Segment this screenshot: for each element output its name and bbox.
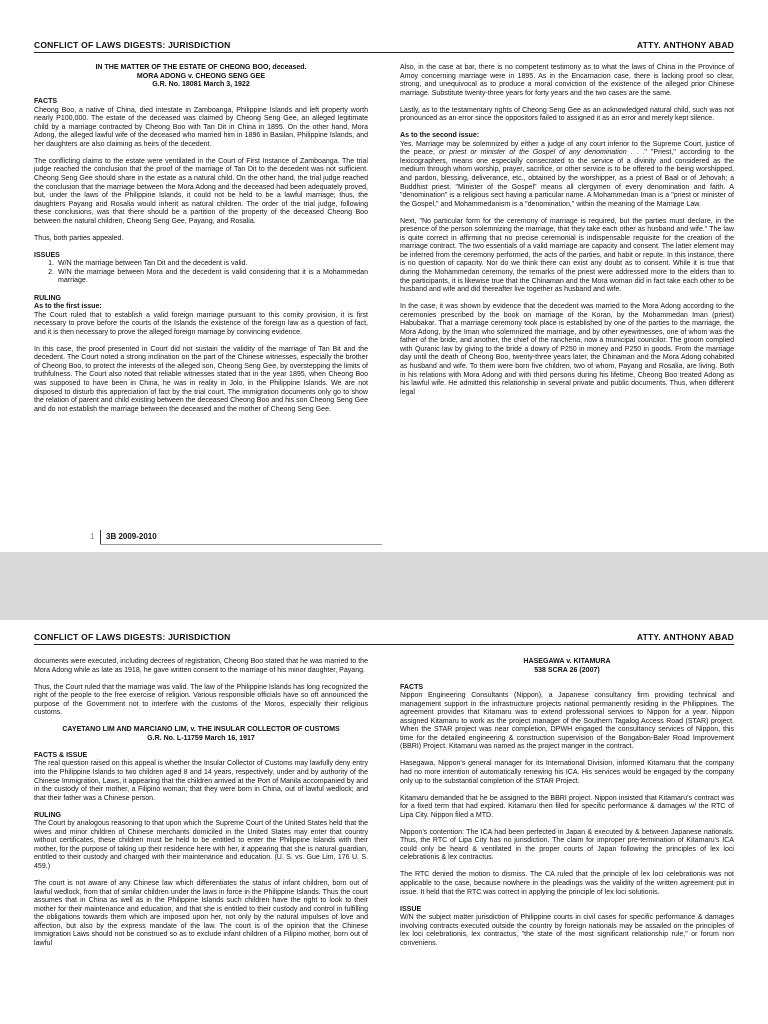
- body-paragraph: W/N the subject matter jurisdiction of Philippine courts in civil cases for specific performance & damages involving contracts executed outside the country by foreign nationals may be assailed on the principles of lex loci celebrationis, lex contractus, "the state of the most significant relationship rule," or forum non conveniens.: [400, 914, 734, 947]
- footer-divider: [100, 530, 101, 544]
- left-column: [34, 64, 368, 423]
- body-paragraph: Thus, the Court ruled that the marriage was valid. The law of the Philippine Islands has long recognized the right of the people to the free exercise of religion. Various responsible officials have so oft announced the purpose of the Government not to interfere with the customs of the Moros, especially their religious customs.: [34, 683, 369, 717]
- header-author: ATTY. ANTHONY ABAD: [636, 632, 734, 642]
- body-paragraph: Nippon Engineering Consultants (Nippon), a Japanese consultancy firm providing technical and management support in the infrastructure projects national permanently residing in the Philippines. The agreement provides that Kitamaru was to extend professional services to Nippon for a year. Nippon assigned Kitamaru to work as the project manager of the Southern Tagalog Access Road (STAR) project. When the STAR project was near completion, DPWH engaged the consultancy services of Nippon, this time for the detailed engineering & construction supervision of the Bongabon-Baler Road Improvement (BBRI) Project. Kitamaru was named as the project manger in the contract.: [400, 692, 734, 751]
- facts-heading: FACTS: [34, 98, 58, 106]
- footer-rule: [100, 544, 382, 545]
- body-paragraph: Yes. Marriage may be solemnized by either a judge of any court inferior to the Supreme Court, justice of the peace, or priest or minister of the Gospel of any denomination . . ." "Priest," according to the lexicographers, means one especially consecrated to the service of a divinity and considered as the medium through whom worship, prayer, sacrifice, or other service is to be offered to the being worshipped, and pardon, blessing, deliverance, etc., obtained by the worshipper, as a priest of Baal or of Jehovah; a Buddhist priest. "Minister of the Gospel" means all clergymen of every denomination and faith. A "denomination" is a religious sect having a particular name. A Mohammedan Iman is a "priest or minister of the Gospel," and Mohammedanism is a "denomination," within the meaning of the Marriage Law.: [400, 140, 734, 208]
- issue-heading: ISSUE: [400, 905, 422, 913]
- page-number: 1: [90, 532, 95, 541]
- page-header: [34, 630, 734, 645]
- right-column: [400, 658, 734, 948]
- facts-paragraph: The conflicting claims to the estate were ventilated in the Court of First Instance of Zamboanga. The trial judge reached the conclusion that the proof of the marriage of Tan Dit to the decedent was not sufficient. Cheong Seng Gee should share in the estate as a natural child. On the other hand, the trial judge reached the conclusion that the marriage between the Mora Adong and the deceased had been adequately proved, but, under the laws of the Philippine Islands, it could not be held to be a lawful marriage; thus, the daughters Payang and Rosalia would inherit as natural children. The order of the trial judge, following these conclusions, was that there should be a partition of the property of the deceased Cheong Boo between the natural children, Cheong Seng Gee, Payang, and Rosalia.: [34, 157, 368, 225]
- page-footer: [86, 530, 386, 544]
- issues-heading: ISSUES: [34, 251, 60, 259]
- case-title: CAYETANO LIM AND MARCIANO LIM, v. THE INSULAR COLLECTOR OF CUSTOMS G.R. No. L-11759 March 16, 1917: [62, 726, 340, 742]
- case-title: IN THE MATTER OF THE ESTATE OF CHEONG BOO, deceased. MORA ADONG v. CHEONG SENG GEE G.R. No. 18081 March 3, 1922: [95, 64, 307, 89]
- body-paragraph: Next, "No particular form for the ceremony of marriage is required, but the parties must declare, in the presence of the person solemnizing the marriage, that they take each other as husband and wife." The law is quite correct in affirming that no precise ceremonial is indispensable requisite for the creation of the marriage contract. The two essentials of a valid marriage are capacity and consent. The latter element may be inferred from the ceremony performed, the acts of the parties, and habit or repute. In this instance, there is no question of capacity. Nor do we think there can exist any doubt as to consent. While it is true that during the Mohammedan ceremony, the remarks of the priest were addressed more to the elders than to the participants, it is likewise true that the Chinaman and the Mora woman did in fact take each other to be husband and wife and did thereafter live together as husband and wife.: [400, 217, 734, 294]
- first-issue-heading: As to the first issue:: [34, 303, 102, 311]
- body-paragraph: documents were executed, including decrees of registration, Cheong Boo stated that he was married to the Mora Adong while as late as 1918, he gave written consent to the marriage of his minor daughter, Payang.: [34, 658, 368, 674]
- body-paragraph: The real question raised on this appeal is whether the Insular Collector of Customs may lawfully deny entry into the Philippine Islands to two children aged 8 and 14 years, respectively, under and by authority of the Chinese Immigration, Laws, it appearing that the children arrived at the Port of Manila accompanied by and in the custody of their mother, a Filipino woman; that they were born in China, out of lawful wedlock; and that their father was a Chinese person.: [34, 760, 368, 802]
- case-title: HASEGAWA v. KITAMURA 538 SCRA 26 (2007): [523, 658, 611, 674]
- ruling-paragraph: The Court ruled that to establish a valid foreign marriage pursuant to this comity provision, it is first necessary to prove before the courts of the Islands the existence of the foreign law as a question of fact, and it is then necessary to prove the alleged foreign marriage by convincing evidence.: [34, 311, 368, 336]
- body-paragraph: The Court by analogous reasoning to that upon which the Supreme Court of the United States held that the wives and minor children of Chinese merchants domiciled in the United States may enter that country without certificates, these children must be held to be entitled to enter the Philippine Islands with their mother, for the purpose of taking up their residence here with her, it appearing that she is natural guardian, entitled to their custody and charged with their maintenance and education. (U. S. vs. Gue Lim, 176 U. S. 459.): [34, 820, 368, 870]
- facts-paragraph: Thus, both parties appealed.: [34, 234, 124, 242]
- body-paragraph: The court is not aware of any Chinese law which differentiates the status of infant children, born out of lawful wedlock, from that of similar children under the laws in force in the Philippine Islands. Thus the court assumes that in China as well as in the Philippine Islands such children have the right to look to their mother for their maintenance and education, and that she is entitled to their custody and control in fulfilling the obligations towards them which are imposed upon her, not only by the natural impulses of love and affection, but also by the express mandate of the law. The court is of the opinion that the Chinese Immigration Laws should not be construed so as to exclude infant children of a Filipino mother, born out of lawful: [34, 879, 368, 947]
- body-paragraph: Lastly, as to the testamentary rights of Cheong Seng Gee as an acknowledged natural child, such was not pronounced as an error since the oppositors failed to assigned it as an error and merely kept silence.: [400, 106, 734, 123]
- document-page-2: [0, 620, 768, 1024]
- header-course-title: CONFLICT OF LAWS DIGESTS: JURISDICTION: [34, 40, 231, 50]
- body-paragraph: Hasegawa, Nippon's general manager for its International Division, informed Kitamaru that the company had no more intention of automatically renewing his ICA. His services would be engaged by the company only up to the substantial completion of the STAR Project.: [400, 760, 734, 785]
- left-column: [34, 658, 368, 948]
- body-paragraph: In the case, it was shown by evidence that the decedent was married to the Mora Adong according to the ceremonies prescribed by the book on marriage of the Koran, by the Mohammedan Iman (priest) Habubakar. That a marriage ceremony took place is established by one of the parties to the marriage, the Mora Adong, by the Iman who solemnized the marriage, and by other eyewitnesses, one of whom was the father of the bride, and another, the chief of the rancheria, now a municipal councilor. The groom complied with Quranic law by giving to the bride a dowry of P250 in money and P250 in goods. From the marriage day until the death of Cheong Boo, twenty-three years later, the Chinaman and the Mora Adong cohabited as husband and wife. To them were born five children, two of whom, Payang and Rosalia, are living. Both in his relations with Mora Adong and with third persons during his lifetime, Cheong Boo treated Adong as his lawful wife. He admitted this relationship in several private and public documents. Thus, when different legal: [400, 303, 734, 396]
- ruling-heading: RULING: [34, 294, 62, 302]
- footer-label: 3B 2009-2010: [106, 532, 157, 541]
- ruling-paragraph: In this case, the proof presented in Court did not sustain the validity of the marriage of Tan Bit and the decedent. The Court noted a strong inclination on the part of the Chinese witnesses, especially the brother of Cheong Boo, to protect the interests of the alleged son, Cheong Seng Gee, by overstepping the limits of truthfulness. The Court also noted that reliable witnesses stated that in the year 1895, when Cheong Boo was supposed to have been in China, he was in reality in Jolo, in the Philippine Islands. We are not disposed to disturb this appreciation of fact by the trial court. The immigration documents only go to show the relation of parent and child existing between the deceased Cheong Boo and his son Cheong Seng Gee and do not establish the marriage between the deceased and the mother of Cheong Seng Gee.: [34, 345, 368, 413]
- page-header: [34, 38, 734, 53]
- right-column: [400, 64, 734, 397]
- facts-issue-heading: FACTS & ISSUE: [34, 751, 88, 759]
- list-item: 2. W/N the marriage between Mora and the decedent is valid considering that it is a Mohammedan marriage.: [56, 269, 368, 286]
- body-paragraph: The RTC denied the motion to dismiss. The CA ruled that the principle of lex loci celebrationis was not applicable to the case, because nowhere in the pleadings was the validity of the written agreement put in issue. It held that the RTC was correct in applying the principle of lex loci solutionis.: [400, 871, 734, 896]
- body-paragraph: Nippon's contention: The ICA had been perfected in Japan & executed by & between Japanese nationals. Thus, the RTC of Lipa City has no jurisdiction. The claim for improper pre-termination of Kitamaru's ICA could only be heard & ventilated in the proper courts of Japan following the principles of lex loci celebrationis & lex contractus.: [400, 828, 734, 862]
- header-author: ATTY. ANTHONY ABAD: [636, 40, 734, 50]
- second-issue-heading: As to the second issue:: [400, 132, 480, 140]
- body-paragraph: Kitamaru demanded that he be assigned to the BBRI project. Nippon insisted that Kitamaru's contract was for a fixed term that had expired. Kitamaru then filed for specific performance & damages w/ the RTC of Lipa City. Nippon filed a MTD.: [400, 794, 734, 819]
- facts-paragraph: Cheong Boo, a native of China, died intestate in Zamboanga, Philippine Islands and left property worth nearly P100,000. The estate of the deceased was claimed by Cheong Seng Gee, an alleged legitimate child by a marriage contracted by Cheong Boo with Tan Dit in China in 1895. On the other hand, Mora Adong, the alleged lawful wife of the deceased who married him in 1896 in Basilan, Philippine Islands, and her daughters are also claiming as heirs of the decedent.: [34, 106, 368, 148]
- facts-heading: FACTS: [400, 683, 424, 691]
- ruling-heading: RULING: [34, 811, 62, 819]
- body-paragraph: Also, in the case at bar, there is no competent testimony as to what the laws of China in the Province of Amoy concerning marriage were in 1895. As in the Encarnacion case, there is lacking proof so clear, strong, and unequivocal as to produce a moral conviction of the existence of the alleged prior Chinese marriage. Substitute twenty-three years for forty years and the two cases are the same.: [400, 64, 734, 97]
- list-item: 1. W/N the marriage between Tan Dit and the decedent is valid.: [56, 260, 368, 269]
- issues-list: [34, 260, 368, 286]
- header-course-title: CONFLICT OF LAWS DIGESTS: JURISDICTION: [34, 632, 231, 642]
